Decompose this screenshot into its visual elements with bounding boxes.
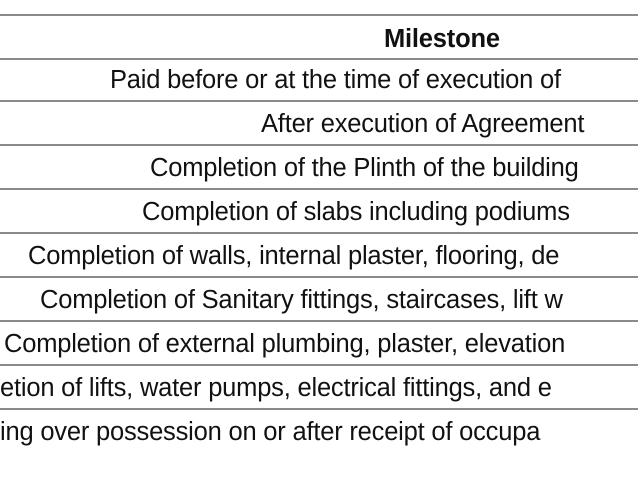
- table-row: [0, 190, 638, 234]
- milestone-column-header: Milestone: [384, 25, 500, 53]
- milestone-cell: After execution of Agreement: [261, 110, 585, 138]
- table-header-row: [0, 14, 638, 60]
- milestone-cell: Paid before or at the time of execution of: [110, 66, 561, 94]
- milestone-cell: Completion of slabs including podiums: [142, 198, 570, 226]
- milestone-cell: Completion of external plumbing, plaster, elevation: [4, 330, 566, 358]
- table-row: [0, 234, 638, 278]
- milestone-cell: etion of lifts, water pumps, electrical fittings, and e: [0, 374, 552, 402]
- table-row: [0, 366, 638, 410]
- table-row: [0, 322, 638, 366]
- table-row: [0, 410, 638, 454]
- milestone-cell: Completion of Sanitary fittings, staircases, lift w: [40, 286, 563, 314]
- table-row: [0, 102, 638, 146]
- table-row: [0, 58, 638, 102]
- milestone-cell: Completion of walls, internal plaster, flooring, de: [28, 242, 560, 270]
- table-row: [0, 278, 638, 322]
- milestone-cell: Completion of the Plinth of the building: [150, 154, 579, 182]
- milestone-cell: ing over possession on or after receipt of occupa: [0, 418, 541, 446]
- table-row: [0, 146, 638, 190]
